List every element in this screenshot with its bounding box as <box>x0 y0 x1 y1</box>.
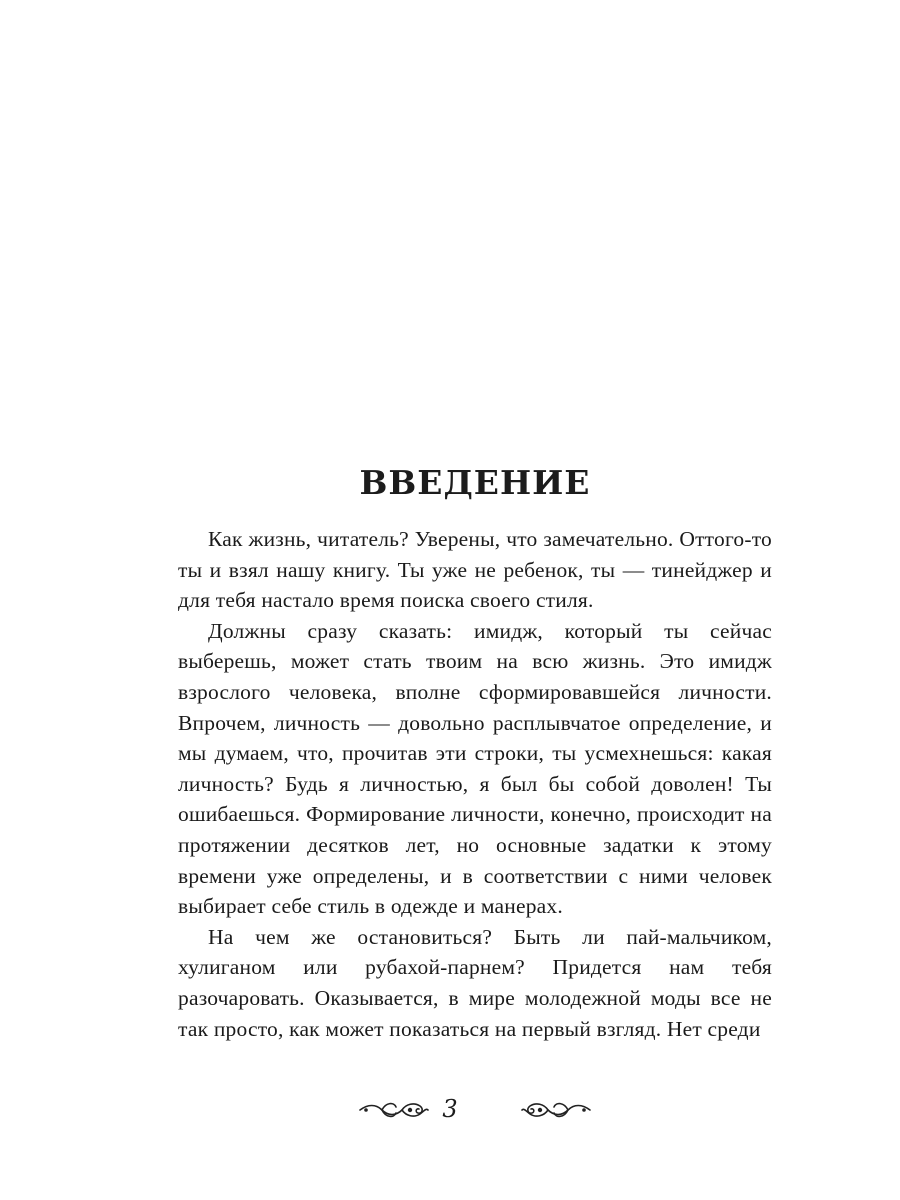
page-number: 3 <box>442 1095 458 1123</box>
paragraph-2: Должны сразу сказать: имидж, который ты сейчас выберешь, может стать твоим на всю жизнь. Это имидж взрослого человека, вполне сформировавшейся личности. Впрочем, личность — довольно расплывчатое определение, и мы думаем, что, прочитав эти строки, ты усмехнешься: какая личность? Будь я личностью, я был бы собой доволен! Ты ошибаешься. Формирование личности, конечно, происходит на протяжении десятков лет, но основные задатки к этому времени уже определены, и в соответствии с ними человек выбирает себе стиль в одежде и манерах. <box>178 618 772 919</box>
paragraph-3: На чем же остановиться? Быть ли пай-мальчиком, хулиганом или рубахой-парнем? Придется нам тебя разочаровать. Оказывается, в мире молодежной моды все не так просто, как может показаться на первый взгляд. Нет среди <box>178 924 772 1041</box>
flourish-ornament-left-icon <box>358 1098 430 1122</box>
page-footer <box>0 1090 900 1130</box>
paragraph-1: Как жизнь, читатель? Уверены, что замечательно. Оттого-то ты и взял нашу книгу. Ты уже не ребенок, ты — тинейджер и для тебя настало время поиска своего стиля. <box>178 527 772 613</box>
page-body <box>178 458 772 1044</box>
flourish-ornament-right-icon <box>520 1098 592 1122</box>
chapter-title: ВВЕДЕНИЕ <box>359 463 591 502</box>
